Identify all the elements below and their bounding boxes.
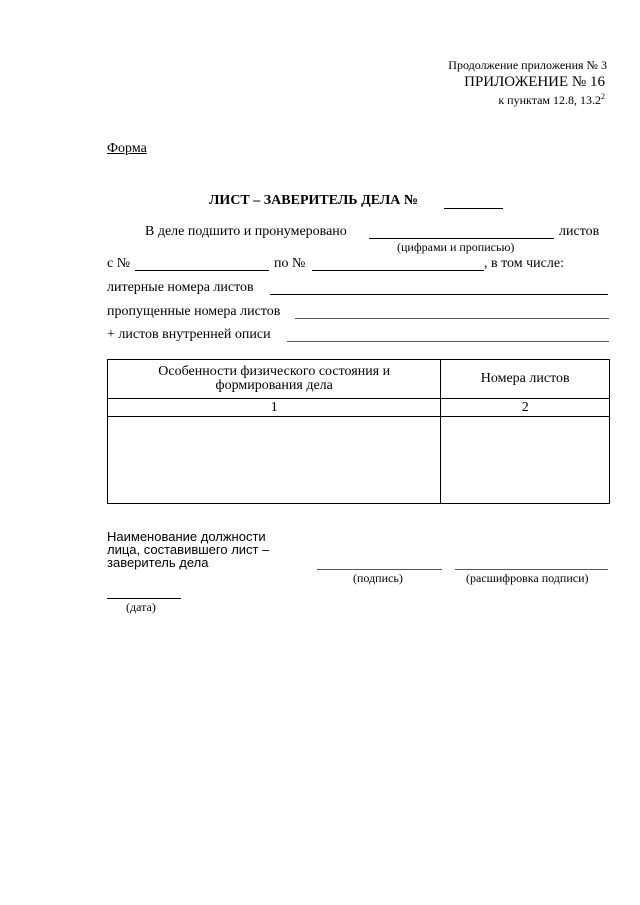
date-hint: (дата) (126, 600, 156, 614)
table-number-cell: 2 (441, 399, 610, 417)
lettered-sheets-label: литерные номера листов (107, 280, 254, 295)
signature-blank[interactable] (317, 569, 442, 570)
digits-hint: (цифрами и прописью) (397, 240, 515, 254)
position-label-line: заверитель дела (107, 555, 209, 570)
inventory-sheets-blank[interactable] (287, 341, 609, 342)
table-number-cell: 1 (108, 399, 441, 417)
sheets-count-blank[interactable] (369, 238, 554, 239)
date-blank[interactable] (107, 598, 181, 599)
appendix-number: ПРИЛОЖЕНИЕ № 16 (464, 74, 605, 90)
position-label-line: Наименование должности (107, 529, 266, 544)
appendix-continuation: Продолжение приложения № 3 (448, 58, 607, 72)
missing-sheets-blank[interactable] (295, 318, 609, 319)
lettered-sheets-blank[interactable] (270, 294, 608, 295)
from-number-label: с № (107, 256, 131, 271)
table-row (108, 417, 610, 504)
inventory-sheets-label: + листов внутренней описи (107, 327, 271, 342)
filed-text: В деле подшито и пронумеровано (145, 224, 347, 239)
appendix-points-text: к пунктам 12.8, 13.2 (498, 93, 601, 107)
case-features-table (107, 359, 610, 504)
including-label: , в том числе: (484, 256, 564, 271)
case-number-blank[interactable] (444, 208, 503, 209)
missing-sheets-label: пропущенные номера листов (107, 304, 281, 319)
to-number-label: по № (274, 256, 306, 271)
table-header-row (108, 360, 610, 399)
table-header-cell: Особенности физического состояния и формирования дела (108, 360, 441, 399)
table-header-cell: Номера листов (441, 360, 610, 399)
table-number-row (108, 399, 610, 417)
appendix-points-sup: 2 (601, 92, 605, 101)
position-label-line: лица, составившего лист – (107, 542, 270, 557)
form-label: Форма (107, 141, 147, 156)
sheet-numbers-cell[interactable] (441, 417, 610, 504)
appendix-points (498, 92, 605, 108)
features-cell[interactable] (108, 417, 441, 504)
sheets-word: листов (559, 224, 600, 239)
signature-decoding-hint: (расшифровка подписи) (466, 571, 589, 585)
to-number-blank[interactable] (312, 270, 484, 271)
signature-decoding-blank[interactable] (455, 569, 608, 570)
from-number-blank[interactable] (135, 270, 269, 271)
document-title: ЛИСТ – ЗАВЕРИТЕЛЬ ДЕЛА № (209, 193, 418, 208)
signature-hint: (подпись) (353, 571, 403, 585)
position-label (107, 530, 269, 569)
